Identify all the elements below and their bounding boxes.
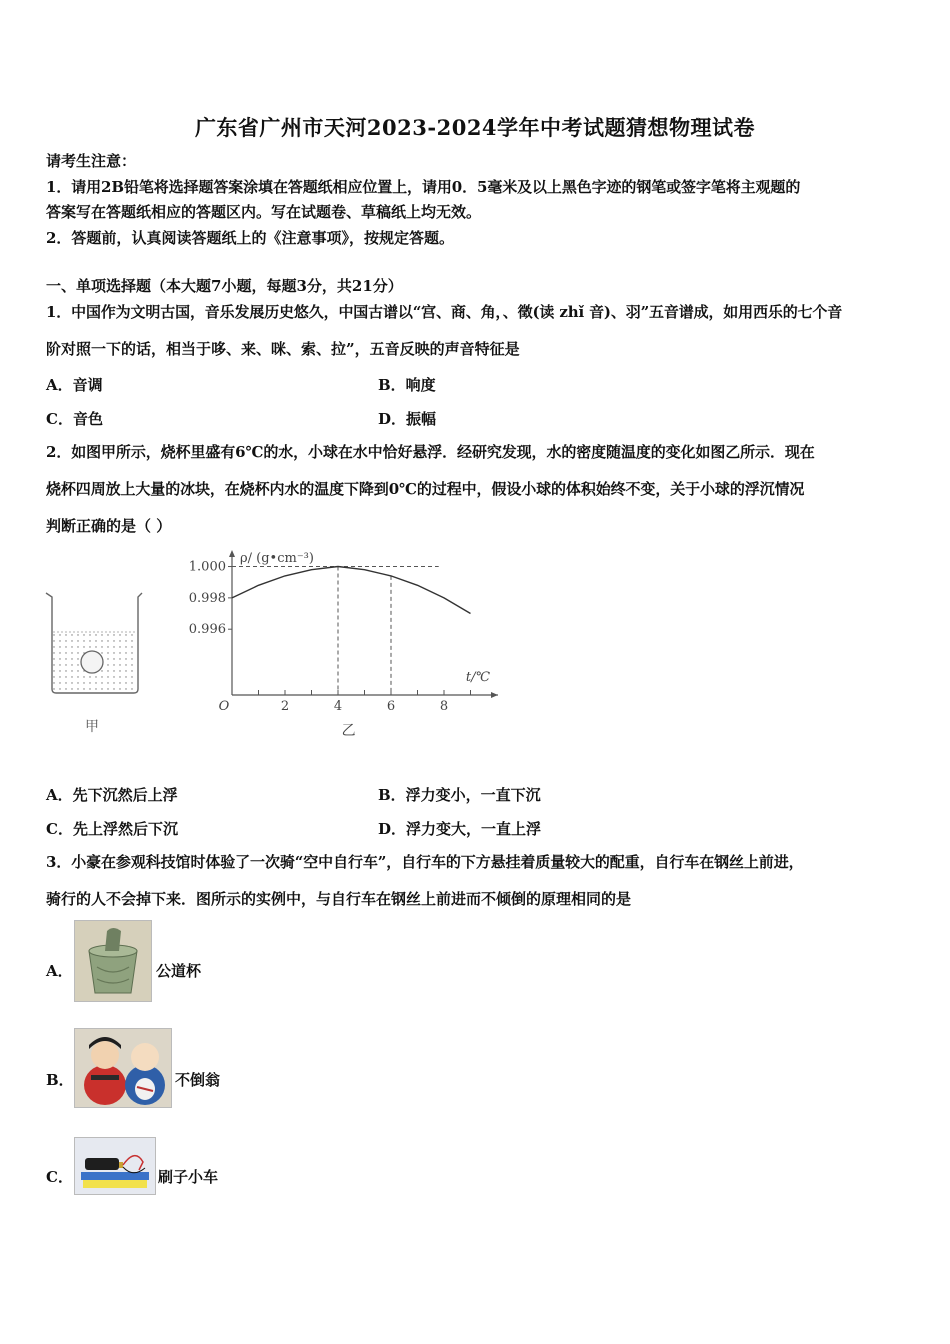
q2-line-2: 烧杯四周放上大量的冰块，在烧杯内水的温度下降到0℃的过程中，假设小球的体积始终不变，关于小球的浮沉情况	[46, 480, 805, 498]
q2-option-d: D．浮力变大，一直上浮	[378, 820, 542, 838]
q2-option-a: A．先下沉然后上浮	[46, 786, 178, 804]
tumbler-photo	[74, 1028, 172, 1108]
section-heading: 一、单项选择题（本大题7小题，每题3分，共21分）	[46, 277, 403, 295]
chart-caption: 乙	[341, 723, 356, 739]
notice-heading: 请考生注意：	[46, 152, 137, 170]
notice-item-1-line-2: 答案写在答题纸相应的答题区内。写在试题卷、草稿纸上均无效。	[46, 203, 482, 221]
brush-car-photo	[74, 1137, 156, 1195]
y-tick-label: 0.996	[188, 622, 226, 638]
q2-line-3: 判断正确的是（ ）	[46, 517, 172, 535]
x-axis-label: t/℃	[465, 670, 491, 685]
gongdao-cup-photo	[74, 920, 152, 1002]
x-axis-arrow	[491, 692, 498, 698]
q1-option-c: C．音色	[46, 410, 103, 428]
brush-car-image	[75, 1138, 155, 1194]
q3-option-c-label: 刷子小车	[158, 1168, 219, 1186]
q3-line-2: 骑行的人不会掉下来．图所示的实例中，与自行车在钢丝上前进而不倾倒的原理相同的是	[46, 890, 632, 908]
y-axis-label: ρ/ (g•cm⁻³)	[240, 551, 314, 566]
q3-option-b-label: 不倒翁	[175, 1071, 221, 1089]
y-tick-label: 1.000	[188, 559, 226, 575]
q3-option-a-label: 公道杯	[156, 962, 202, 980]
density-chart	[180, 540, 510, 745]
origin-label: O	[218, 699, 230, 714]
notice-item-2: 2．答题前，认真阅读答题纸上的《注意事项》，按规定答题。	[46, 229, 454, 247]
q3-option-c-letter: C．	[46, 1168, 73, 1186]
x-tick-label: 4	[333, 699, 343, 714]
beaker-figure	[40, 585, 150, 740]
q1-line-2: 阶对照一下的话，相当于哆、来、咪、索、拉”，五音反映的声音特征是	[46, 340, 520, 358]
q1-option-d: D．振幅	[378, 410, 437, 428]
q2-option-b: B．浮力变小，一直下沉	[378, 786, 541, 804]
q2-line-1: 2．如图甲所示，烧杯里盛有6℃的水，小球在水中恰好悬浮．经研究发现，水的密度随温度的变化如图乙所示．现在	[46, 443, 815, 461]
beaker-caption: 甲	[85, 719, 99, 735]
y-tick-label: 0.998	[188, 590, 226, 606]
notice-item-1-line-1: 1．请用2B铅笔将选择题答案涂填在答题纸相应位置上，请用0．5毫米及以上黑色字迹的钢笔或签字笔将主观题的	[46, 178, 801, 196]
tumbler-image	[75, 1029, 171, 1107]
q2-option-c: C．先上浮然后下沉	[46, 820, 178, 838]
density-curve	[232, 567, 471, 614]
x-tick-label: 8	[439, 699, 449, 714]
q1-line-1: 1．中国作为文明古国，音乐发展历史悠久，中国古谱以“宫、商、角，、徵(读 zhǐ 音)、羽”五音谱成，如用西乐的七个音	[46, 303, 843, 321]
q1-option-a: A．音调	[46, 376, 103, 394]
gongdao-cup-image	[75, 921, 151, 1001]
q3-option-b-letter: B．	[46, 1071, 74, 1089]
x-tick-label: 2	[280, 699, 290, 714]
x-tick-label: 6	[386, 699, 396, 714]
y-axis-arrow	[229, 550, 235, 557]
page-title: 广东省广州市天河2023-2024学年中考试题猜想物理试卷	[194, 115, 756, 140]
q3-line-1: 3．小豪在参观科技馆时体验了一次骑“空中自行车”，自行车的下方悬挂着质量较大的配重，自行车在钢丝上前进，	[46, 853, 804, 871]
ball	[81, 651, 103, 673]
q1-option-b: B．响度	[378, 376, 436, 394]
q3-option-a-letter: A．	[46, 962, 73, 980]
